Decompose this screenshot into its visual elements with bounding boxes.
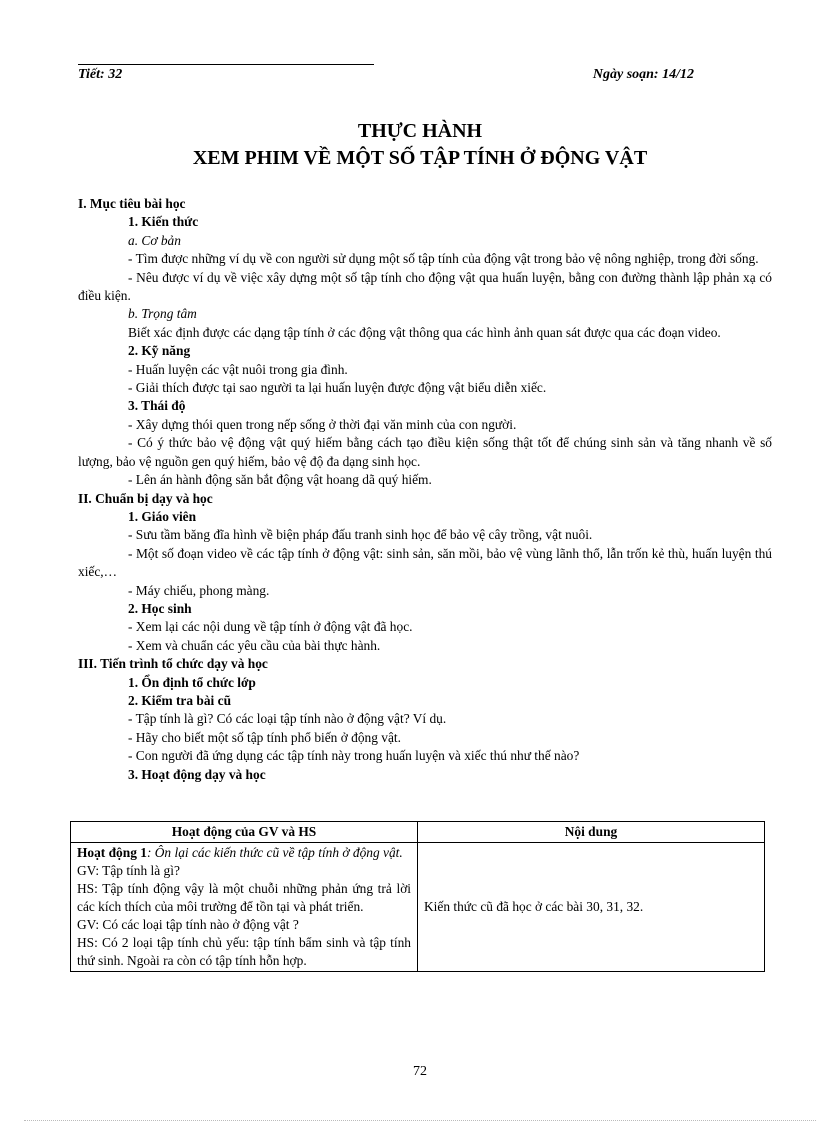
subsection-heading: 1. Kiến thức <box>128 214 199 230</box>
activity-line: HS: Tập tính động vậy là một chuỗi những phản ứng trả lời các kích thích của môi trường để tồn tại và phát triển. <box>77 881 411 914</box>
paragraph: - Máy chiếu, phong màng. <box>128 582 270 598</box>
table-header-activity: Hoạt động của GV và HS <box>71 822 418 843</box>
activity-title: : Ôn lại các kiến thức cũ về tập tính ở động vật. <box>146 845 403 860</box>
subsection-heading: 1. Giáo viên <box>128 508 197 524</box>
paragraph: - Huấn luyện các vật nuôi trong gia đình. <box>128 361 348 377</box>
title-line-1: THỰC HÀNH <box>357 120 483 142</box>
subsection-heading: 2. Kỹ năng <box>128 343 191 359</box>
paragraph: - Giải thích được tại sao người ta lại huấn luyện được động vật biểu diễn xiếc. <box>128 380 547 396</box>
paragraph: - Con người đã ứng dụng các tập tính này trong huấn luyện và xiếc thú như thế nào? <box>128 748 580 764</box>
section-heading: I. Mục tiêu bài học <box>78 196 186 211</box>
paragraph: - Xây dựng thói quen trong nếp sống ở thời đại văn minh của con người. <box>128 416 517 432</box>
header-rule <box>78 64 374 65</box>
paragraph: - Sưu tầm băng đĩa hình về biện pháp đấu tranh sinh học để bảo vệ cây trồng, vật nuôi. <box>128 527 593 543</box>
subsection-heading: 1. Ổn định tổ chức lớp <box>128 674 256 690</box>
subsection-heading: 3. Thái độ <box>128 398 186 414</box>
lesson-body <box>78 195 772 784</box>
page-number: 72 <box>413 1064 427 1079</box>
paragraph: - Nêu được ví dụ về việc xây dựng một số tập tính cho động vật qua huấn luyện, bằng con đường thành lập phản xạ có điều kiện. <box>78 269 772 304</box>
content-cell: Kiến thức cũ đã học ở các bài 30, 31, 32. <box>418 843 765 972</box>
paragraph: Biết xác định được các dạng tập tính ở các động vật thông qua các hình ảnh quan sát được qua các đoạn video. <box>128 324 721 340</box>
section-heading: III. Tiến trình tổ chức dạy và học <box>78 656 268 672</box>
activity-label: Hoạt động 1 <box>77 845 147 860</box>
paragraph: - Có ý thức bảo vệ động vật quý hiếm bằng cách tạo điều kiện sống thật tốt để chúng sinh sản và tăng nhanh về số lượng, bảo vệ nguồn gen quý hiếm, bảo vệ độ đa dạng sinh học. <box>78 435 772 469</box>
paragraph: - Một số đoạn video về các tập tính ở động vật: sinh sản, săn mồi, bảo vệ vùng lãnh thổ, lẫn trốn kẻ thù, huấn luyện thú xiếc,… <box>78 545 772 580</box>
paragraph: - Xem và chuẩn các yêu cầu của bài thực hành. <box>128 637 381 653</box>
paragraph: - Tìm được những ví dụ về con người sử dụng một số tập tính của động vật trong bảo vệ nông nghiệp, trong đời sống. <box>128 251 759 267</box>
subsection-label: a. Cơ bản <box>128 232 181 248</box>
subsection-heading: 3. Hoạt động dạy và học <box>128 766 266 782</box>
paragraph: - Xem lại các nội dung về tập tính ở động vật đã học. <box>128 619 413 635</box>
table-header-content: Nội dung <box>418 822 765 843</box>
paragraph: - Hãy cho biết một số tập tính phổ biến ở động vật. <box>128 729 401 745</box>
table-header-row <box>71 822 765 843</box>
prep-date: Ngày soạn: 14/12 <box>592 67 694 82</box>
activity-line: GV: Có các loại tập tính nào ở động vật ? <box>77 917 299 932</box>
activity-line: GV: Tập tính là gì? <box>77 863 180 878</box>
subsection-label: b. Trọng tâm <box>128 306 197 322</box>
title-line-2: XEM PHIM VỀ MỘT SỐ TẬP TÍNH Ở ĐỘNG VẬT <box>192 147 648 169</box>
lesson-number: Tiết: 32 <box>78 67 123 82</box>
table-row <box>71 843 765 972</box>
activity-cell <box>71 843 418 972</box>
subsection-heading: 2. Kiểm tra bài cũ <box>128 692 232 708</box>
footer-dotted-rule <box>24 1120 816 1121</box>
section-heading: II. Chuẩn bị dạy và học <box>78 490 213 506</box>
activity-line: HS: Có 2 loại tập tính chủ yếu: tập tính bẩm sinh và tập tính thứ sinh. Ngoài ra còn có tập tính hỗn hợp. <box>77 935 411 968</box>
activity-table <box>70 821 765 972</box>
activity-heading <box>77 844 411 862</box>
paragraph: - Lên án hành động săn bắt động vật hoang dã quý hiếm. <box>128 472 432 488</box>
paragraph: - Tập tính là gì? Có các loại tập tính nào ở động vật? Ví dụ. <box>128 711 447 727</box>
subsection-heading: 2. Học sinh <box>128 600 192 616</box>
